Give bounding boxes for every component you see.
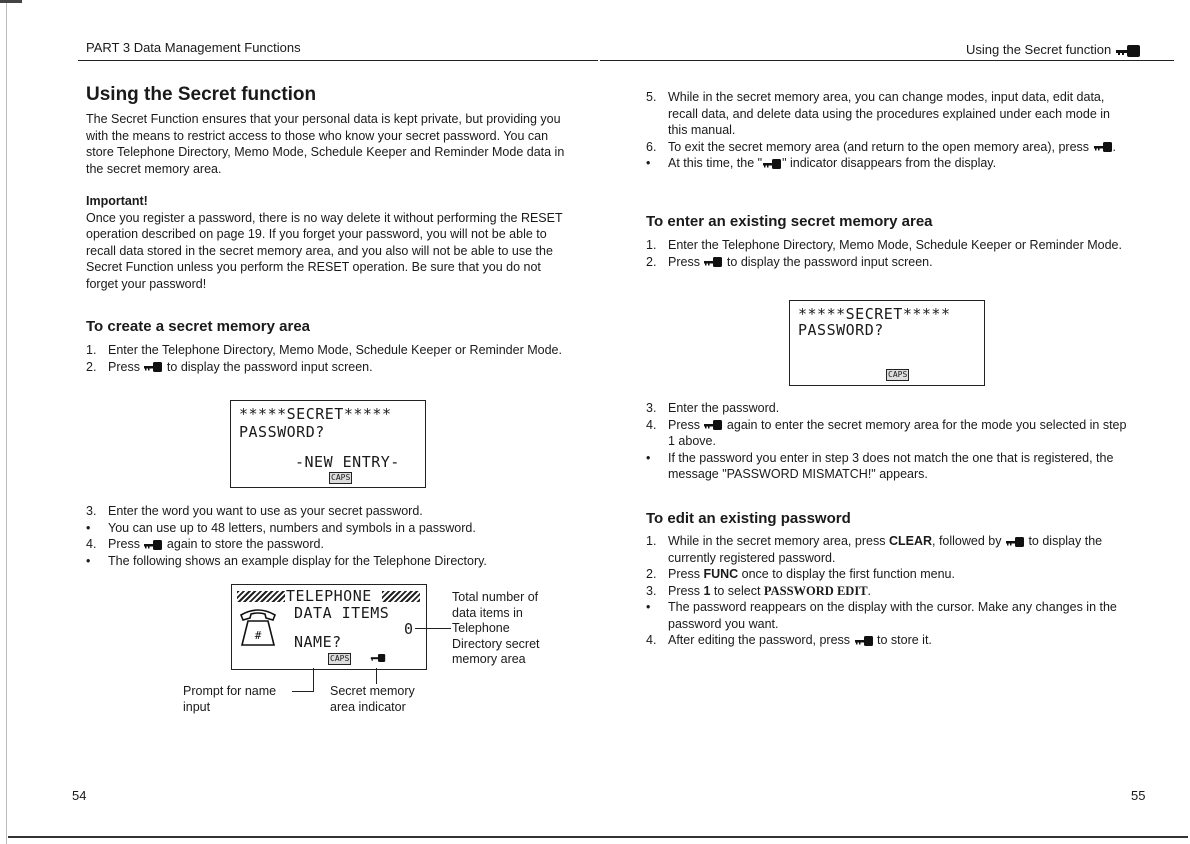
list-item: 1. While in the secret memory area, press CLEAR, followed by to display the currently registered password. bbox=[646, 534, 1103, 565]
enter-heading: To enter an existing secret memory area bbox=[646, 213, 933, 230]
list-item: • The following shows an example display for the Telephone Directory. bbox=[86, 553, 487, 568]
list-item: 4. After editing the password, press to store it. bbox=[646, 633, 932, 647]
list-item: 6. To exit the secret memory area (and return to the open memory area), press . bbox=[646, 139, 1116, 154]
enter-key-icon bbox=[143, 540, 163, 550]
right-running-header-text: Using the Secret function bbox=[966, 42, 1112, 57]
enter-key-icon bbox=[1093, 142, 1113, 152]
prompt-leader-vertical bbox=[313, 668, 314, 692]
list-item: 3. Enter the word you want to use as your secret password. bbox=[86, 504, 423, 518]
lcd-telephone-line: TELEPHONE bbox=[286, 587, 372, 605]
password-steps bbox=[646, 400, 1130, 483]
create-heading: To create a secret memory area bbox=[86, 318, 311, 335]
page-title: Using the Secret function bbox=[86, 84, 317, 105]
important-block bbox=[86, 193, 570, 292]
list-item: 1. Enter the Telephone Directory, Memo Mode, Schedule Keeper or Reminder Mode. bbox=[646, 238, 1122, 252]
list-item: 1. Enter the Telephone Directory, Memo Mode, Schedule Keeper or Reminder Mode. bbox=[86, 343, 562, 357]
telephone-icon bbox=[238, 605, 278, 649]
list-item: 3. Press 1 to select PASSWORD EDIT. bbox=[646, 583, 872, 598]
left-binding-edge bbox=[6, 0, 7, 844]
list-item: • At this time, the " " indicator disappears from the display. bbox=[646, 156, 997, 170]
lcd-new-entry-screen bbox=[230, 400, 426, 488]
list-item: • The password reappears on the display with the cursor. Make any changes in the password you want. bbox=[646, 600, 1117, 631]
lcd-name-prompt: NAME? bbox=[294, 633, 342, 651]
bottom-edge-rule bbox=[8, 836, 1188, 838]
total-items-callout: Total number of data items in Telephone Directory secret memory area bbox=[452, 590, 540, 666]
enter-key-icon bbox=[1005, 537, 1025, 547]
list-item: • You can use up to 48 letters, numbers and symbols in a password. bbox=[86, 520, 476, 535]
edit-heading: To edit an existing password bbox=[646, 510, 851, 527]
clear-key-label: CLEAR bbox=[888, 534, 932, 548]
svg-text:#: # bbox=[254, 629, 262, 642]
intro-paragraph bbox=[86, 111, 570, 177]
enter-key-icon bbox=[703, 257, 723, 267]
left-running-header: PART 3 Data Management Functions bbox=[86, 40, 301, 55]
list-item: 2. Press to display the password input screen. bbox=[646, 254, 933, 269]
one-key-label: 1 bbox=[703, 583, 711, 598]
right-header-rule bbox=[600, 60, 1174, 61]
list-item: 2. Press FUNC once to display the first function menu. bbox=[646, 567, 955, 581]
enter-key-icon bbox=[854, 636, 874, 646]
secret-area-indicator-icon bbox=[370, 653, 386, 663]
list-item: 4. Press again to enter the secret memory area for the mode you selected in step 1 above. bbox=[646, 417, 1127, 448]
enter-key-icon bbox=[703, 420, 723, 430]
lcd-telephone-screen bbox=[231, 584, 427, 670]
func-key-label: FUNC bbox=[703, 567, 739, 581]
lcd-data-items-line: DATA ITEMS bbox=[294, 604, 390, 622]
lcd-hatch-left bbox=[237, 591, 285, 602]
list-item: • If the password you enter in step 3 does not match the one that is registered, the message "PASSWORD MISMATCH!" appears. bbox=[646, 450, 1114, 481]
list-item: 5. While in the secret memory area, you can change modes, input data, edit data, recall data, and delete data using the procedures explained under each mode in this manual. bbox=[646, 90, 1110, 137]
create-steps-b bbox=[86, 503, 570, 569]
secret-area-steps bbox=[646, 89, 1130, 172]
intro-text: The Secret Function ensures that your personal data is kept private, but providing you with the means to restrict access to those who know your secret password. You can store Telephone Directory, Memo Mode, Schedule Keeper and Reminder Mode data in the secret memory area. bbox=[86, 112, 565, 176]
lcd-item-count: 0 bbox=[404, 620, 414, 638]
corner-mark bbox=[0, 0, 22, 3]
left-header-rule bbox=[78, 60, 598, 61]
create-steps-a bbox=[86, 342, 570, 375]
lcd-new-entry-line: -NEW ENTRY- bbox=[295, 453, 400, 471]
important-text: Once you register a password, there is no way delete it without performing the RESET operation described on page 19. If you forget your password, you will not be able to recall data stored in the secret memory area, and you also will not be able to use the Secret Function unless you perform the RESET operation. Be sure that you do not forget your password! bbox=[86, 210, 563, 291]
right-running-header bbox=[966, 42, 1141, 58]
indicator-callout: Secret memory area indicator bbox=[330, 684, 415, 714]
prompt-leader-horizontal bbox=[292, 691, 314, 692]
caps-indicator: CAPS bbox=[331, 473, 351, 482]
lcd-password-line: PASSWORD? bbox=[798, 321, 884, 339]
prompt-callout: Prompt for name input bbox=[183, 684, 277, 714]
caps-indicator: CAPS bbox=[330, 654, 350, 663]
lcd-password-screen bbox=[789, 300, 985, 386]
enter-steps bbox=[646, 237, 1130, 270]
caps-indicator: CAPS bbox=[888, 370, 908, 379]
lcd-secret-line: *****SECRET***** bbox=[798, 305, 951, 323]
secret-key-icon bbox=[1115, 44, 1141, 58]
page-number-left: 54 bbox=[72, 788, 87, 803]
enter-key-icon bbox=[762, 159, 782, 169]
lcd-secret-line: *****SECRET***** bbox=[239, 405, 392, 423]
list-item: 3. Enter the password. bbox=[646, 401, 780, 415]
lcd-hatch-right bbox=[382, 591, 420, 602]
page-number-right: 55 bbox=[1131, 788, 1146, 803]
lcd-password-line: PASSWORD? bbox=[239, 423, 325, 441]
important-label: Important! bbox=[86, 194, 148, 208]
enter-key-icon bbox=[143, 362, 163, 372]
count-leader-line bbox=[415, 628, 451, 629]
edit-steps bbox=[646, 533, 1130, 649]
indicator-leader-line bbox=[376, 668, 377, 684]
password-edit-label: PASSWORD EDIT bbox=[763, 583, 868, 598]
list-item: 2. Press to display the password input screen. bbox=[86, 359, 373, 374]
list-item: 4. Press again to store the password. bbox=[86, 537, 324, 551]
